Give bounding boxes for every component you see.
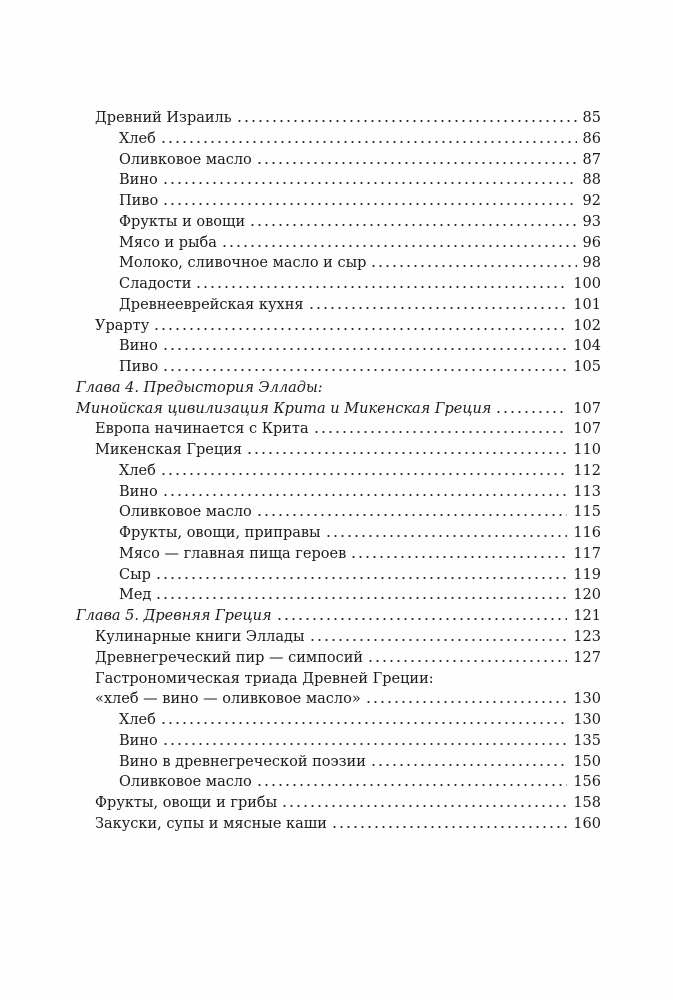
toc-entry-title: Хлеб bbox=[119, 712, 156, 728]
toc-page-number: 93 bbox=[582, 214, 601, 230]
toc-entry-title: Пиво bbox=[119, 359, 159, 375]
toc-page-number: 110 bbox=[573, 442, 601, 458]
dot-leader bbox=[155, 596, 567, 600]
toc-page-number: 135 bbox=[573, 733, 601, 749]
toc-page-number: 101 bbox=[573, 297, 601, 313]
toc-entry bbox=[119, 273, 601, 293]
toc-entry bbox=[95, 792, 601, 812]
toc-entry bbox=[119, 564, 601, 584]
toc-page-number: 85 bbox=[582, 110, 601, 126]
toc-page-number: 98 bbox=[582, 255, 601, 271]
dot-leader bbox=[367, 659, 567, 663]
toc-entry bbox=[95, 647, 601, 667]
toc-entry-title: Оливковое масло bbox=[119, 504, 252, 520]
toc-page-number: 113 bbox=[573, 484, 601, 500]
toc-page-number: 100 bbox=[573, 276, 601, 292]
toc-entry bbox=[119, 730, 601, 750]
dot-leader bbox=[331, 825, 567, 829]
toc-entry bbox=[119, 252, 601, 272]
toc-entry-title: Хлеб bbox=[119, 131, 156, 147]
toc-entry bbox=[119, 522, 601, 542]
dot-leader bbox=[308, 306, 568, 310]
toc-page-number: 87 bbox=[582, 152, 601, 168]
toc-entry-title: Кулинарные книги Эллады bbox=[95, 629, 305, 645]
toc-entry-title: Глава 4. Предыстория Эллады: bbox=[76, 380, 323, 396]
toc-page-number: 112 bbox=[573, 463, 601, 479]
toc-entry bbox=[119, 460, 601, 480]
dot-leader bbox=[370, 264, 576, 268]
toc-page-number: 115 bbox=[573, 504, 601, 520]
toc-entry-title: Вино в древнегреческой поэзии bbox=[119, 754, 366, 770]
toc-entry-title: Минойская цивилизация Крита и Микенская Греция bbox=[76, 401, 492, 417]
toc-entry-title: Древнегреческий пир — симпосий bbox=[95, 650, 364, 666]
dot-leader bbox=[162, 202, 576, 206]
toc-entry-title: Вино bbox=[119, 484, 158, 500]
toc-entry-title: Фрукты, овощи, приправы bbox=[119, 525, 321, 541]
toc-entry bbox=[95, 668, 601, 688]
dot-leader bbox=[155, 576, 567, 580]
dot-leader bbox=[162, 493, 568, 497]
toc-entry bbox=[119, 481, 601, 501]
toc-page-number: 117 bbox=[573, 546, 601, 562]
toc-entry-title: Сыр bbox=[119, 567, 151, 583]
toc-entry bbox=[119, 294, 601, 314]
toc-chapter-entry bbox=[76, 377, 601, 397]
toc-entry bbox=[119, 584, 601, 604]
dot-leader bbox=[249, 223, 576, 227]
dot-leader bbox=[246, 451, 567, 455]
dot-leader bbox=[370, 763, 567, 767]
toc-entry bbox=[119, 128, 601, 148]
toc-page-number: 123 bbox=[573, 629, 601, 645]
toc-entry-title: Вино bbox=[119, 172, 158, 188]
toc-page-number: 130 bbox=[573, 691, 601, 707]
toc-entry bbox=[95, 418, 601, 438]
toc-entry bbox=[95, 315, 601, 335]
toc-entry-title: Мясо — главная пища героев bbox=[119, 546, 347, 562]
toc-page-number: 104 bbox=[573, 338, 601, 354]
toc-entry-title: Гастрономическая триада Древней Греции: bbox=[95, 671, 434, 687]
toc-page-number: 92 bbox=[582, 193, 601, 209]
toc-entry-title: Фрукты и овощи bbox=[119, 214, 246, 230]
toc-page-number: 130 bbox=[573, 712, 601, 728]
toc-entry-title: Урарту bbox=[95, 318, 150, 334]
toc-page-number: 127 bbox=[573, 650, 601, 666]
dot-leader bbox=[195, 285, 567, 289]
toc-entry-title: Молоко, сливочное масло и сыр bbox=[119, 255, 367, 271]
toc-entry-title: Закуски, супы и мясные каши bbox=[95, 816, 327, 832]
dot-leader bbox=[162, 347, 568, 351]
toc-chapter-entry bbox=[76, 398, 601, 418]
toc-entry bbox=[119, 771, 601, 791]
toc-entry-title: Европа начинается с Крита bbox=[95, 421, 309, 437]
toc-entry-title: «хлеб — вино — оливковое масло» bbox=[95, 691, 361, 707]
toc-page-number: 158 bbox=[573, 795, 601, 811]
toc-entry bbox=[95, 107, 601, 127]
toc-entry bbox=[119, 709, 601, 729]
toc-entry-title: Фрукты, овощи и грибы bbox=[95, 795, 278, 811]
dot-leader bbox=[162, 368, 567, 372]
toc-entry bbox=[95, 688, 601, 708]
dot-leader bbox=[221, 244, 577, 248]
dot-leader bbox=[365, 700, 568, 704]
dot-leader bbox=[350, 555, 567, 559]
toc-entry bbox=[119, 356, 601, 376]
toc-entry-title: Микенская Греция bbox=[95, 442, 243, 458]
dot-leader bbox=[153, 327, 567, 331]
toc-entry-title: Мед bbox=[119, 587, 152, 603]
toc-entry-title: Оливковое масло bbox=[119, 152, 252, 168]
toc-entry bbox=[119, 501, 601, 521]
toc-entry-title: Пиво bbox=[119, 193, 159, 209]
dot-leader bbox=[325, 534, 568, 538]
dot-leader bbox=[160, 472, 567, 476]
toc-entry bbox=[119, 149, 601, 169]
toc-page-number: 156 bbox=[573, 774, 601, 790]
toc-entry-title: Вино bbox=[119, 733, 158, 749]
toc-entry-title: Древний Израиль bbox=[95, 110, 232, 126]
dot-leader bbox=[160, 721, 567, 725]
dot-leader bbox=[281, 804, 567, 808]
dot-leader bbox=[256, 513, 568, 517]
toc-page-number: 86 bbox=[582, 131, 601, 147]
dot-leader bbox=[236, 119, 577, 123]
toc-entry bbox=[119, 335, 601, 355]
toc-entry-title: Глава 5. Древняя Греция bbox=[76, 608, 272, 624]
toc-chapter-entry bbox=[76, 605, 601, 625]
toc-entry bbox=[119, 751, 601, 771]
toc-entry bbox=[95, 626, 601, 646]
toc-entry-title: Хлеб bbox=[119, 463, 156, 479]
toc-entry bbox=[119, 169, 601, 189]
toc-page-number: 107 bbox=[573, 421, 601, 437]
toc-page-number: 107 bbox=[573, 401, 601, 417]
dot-leader bbox=[495, 410, 567, 414]
toc-page-number: 105 bbox=[573, 359, 601, 375]
dot-leader bbox=[162, 742, 568, 746]
toc-entry bbox=[95, 439, 601, 459]
toc-entry bbox=[95, 813, 601, 833]
toc-entry bbox=[119, 190, 601, 210]
toc-entry-title: Древнееврейская кухня bbox=[119, 297, 304, 313]
toc-page-number: 119 bbox=[573, 567, 601, 583]
toc-entry bbox=[119, 232, 601, 252]
toc-entry-title: Мясо и рыба bbox=[119, 235, 217, 251]
toc-entry bbox=[119, 211, 601, 231]
dot-leader bbox=[309, 638, 568, 642]
dot-leader bbox=[327, 389, 595, 393]
toc-entry-title: Сладости bbox=[119, 276, 192, 292]
toc-entry bbox=[119, 543, 601, 563]
dot-leader bbox=[256, 161, 577, 165]
toc-entry-title: Оливковое масло bbox=[119, 774, 252, 790]
toc-page-number: 102 bbox=[573, 318, 601, 334]
toc-page-number: 121 bbox=[573, 608, 601, 624]
dot-leader bbox=[313, 430, 568, 434]
toc-page-number: 120 bbox=[573, 587, 601, 603]
toc-page-number: 150 bbox=[573, 754, 601, 770]
dot-leader bbox=[162, 181, 577, 185]
toc-page-number: 160 bbox=[573, 816, 601, 832]
toc-entry-title: Вино bbox=[119, 338, 158, 354]
toc-page-number: 88 bbox=[582, 172, 601, 188]
toc-page-number: 96 bbox=[582, 235, 601, 251]
dot-leader bbox=[256, 783, 568, 787]
dot-leader bbox=[438, 680, 595, 684]
dot-leader bbox=[276, 617, 568, 621]
toc-page-number: 116 bbox=[573, 525, 601, 541]
dot-leader bbox=[160, 140, 577, 144]
